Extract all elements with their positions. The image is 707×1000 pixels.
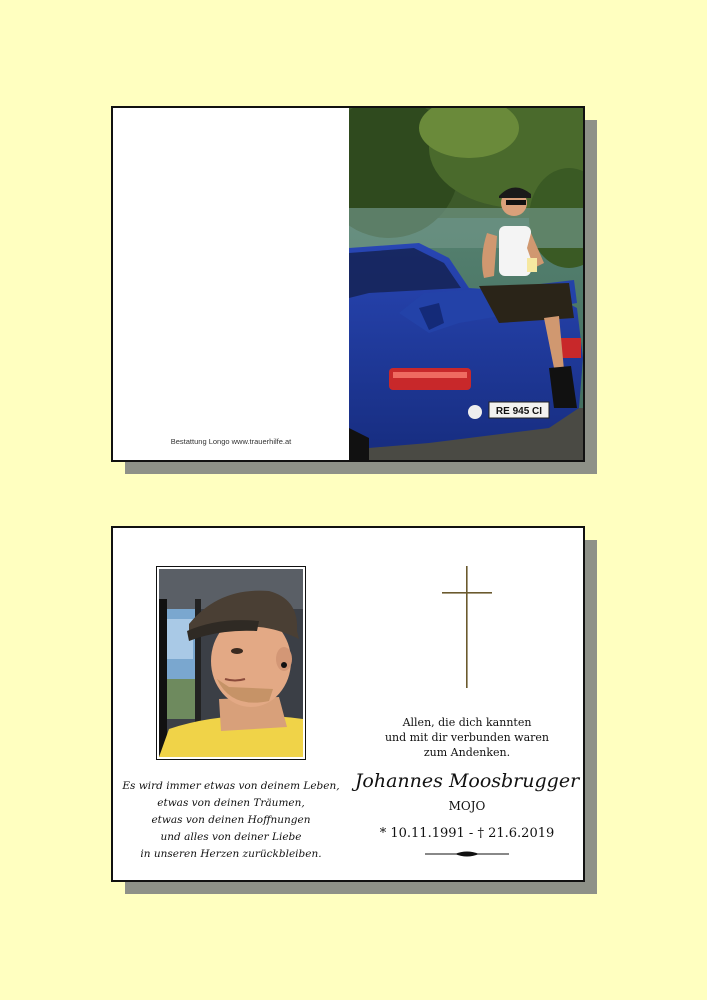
license-plate-text: RE 945 CI	[495, 406, 543, 417]
inner-card	[111, 526, 585, 882]
funeral-home-credit: Bestattung Longo www.trauerhilfe.at	[170, 437, 292, 446]
dedication-text	[349, 715, 585, 760]
poem-line: etwas von deinen Hoffnungen	[151, 814, 311, 826]
ornament-divider-icon	[425, 850, 509, 858]
cross-icon	[442, 566, 492, 688]
front-card-back-panel	[113, 108, 349, 460]
memorial-poem	[113, 778, 349, 863]
poem-line: Es wird immer etwas von deinem Leben,	[122, 780, 340, 792]
deceased-name: Johannes Moosbrugger	[354, 770, 580, 792]
portrait-photo	[156, 566, 306, 760]
poem-line: in unseren Herzen zurückbleiben.	[140, 848, 322, 860]
life-dates: * 10.11.1991 - † 21.6.2019	[379, 826, 555, 841]
car-photo	[349, 108, 585, 460]
poem-line: etwas von deinen Träumen,	[157, 797, 305, 809]
poem-line: und alles von deiner Liebe	[160, 831, 302, 843]
dedication-line: und mit dir verbunden waren	[384, 731, 550, 744]
dedication-line: zum Andenken.	[423, 746, 511, 759]
deceased-nickname: MOJO	[448, 799, 486, 813]
front-card	[111, 106, 585, 462]
dedication-line: Allen, die dich kannten	[402, 716, 532, 729]
